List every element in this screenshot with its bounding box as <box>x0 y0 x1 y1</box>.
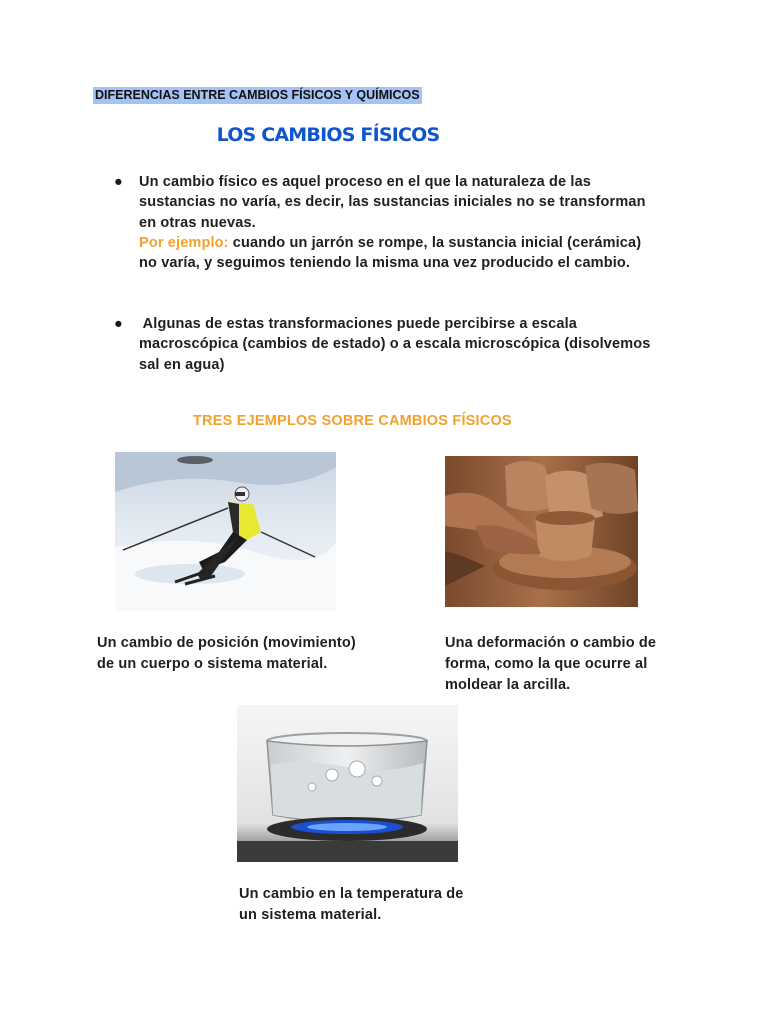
pottery-photo <box>445 456 638 607</box>
examples-title: TRES EJEMPLOS SOBRE CAMBIOS FÍSICOS <box>193 413 512 429</box>
bullet-paragraph-1 <box>139 172 684 273</box>
bullet-2-line-1: Algunas de estas transformaciones puede percibirse a escala <box>139 316 578 332</box>
caption-water-line-2: un sistema material. <box>239 907 382 923</box>
caption-skier-line-1: Un cambio de posición (movimiento) <box>97 635 356 651</box>
bullet-2-line-2: macroscópica (cambios de estado) o a escala microscópica (disolvemos <box>139 336 651 353</box>
bullet-1-line-5: no varía, y seguimos teniendo la misma una vez producido el cambio. <box>139 255 631 272</box>
bullet-1-line-1: Un cambio físico es aquel proceso en el que la naturaleza de las <box>139 174 591 190</box>
bullet-1-line-3: en otras nuevas. <box>139 214 256 231</box>
skier-photo <box>115 452 336 611</box>
caption-pottery <box>445 633 656 696</box>
caption-boiling-water <box>239 884 463 926</box>
caption-pottery-line-2: forma, como la que ocurre al <box>445 656 648 672</box>
section-title: LOS CAMBIOS FÍSICOS <box>216 124 440 146</box>
document-heading: DIFERENCIAS ENTRE CAMBIOS FÍSICOS Y QUÍMICOS <box>95 88 420 102</box>
bullet-1-line-2: sustancias no varía, es decir, las sustancias iniciales no se transforman <box>139 194 646 211</box>
caption-pottery-line-3: moldear la arcilla. <box>445 677 571 693</box>
caption-skier-line-2: de un cuerpo o sistema material. <box>97 656 328 672</box>
bullet-marker-1: ● <box>114 174 123 190</box>
bullet-1-line-4 <box>139 233 684 253</box>
caption-water-line-1: Un cambio en la temperatura de <box>239 886 464 902</box>
caption-pottery-line-1: Una deformación o cambio de <box>445 635 657 651</box>
example-text: cuando un jarrón se rompe, la sustancia inicial (cerámica) <box>228 234 642 251</box>
boiling-water-photo <box>237 705 458 862</box>
caption-skier <box>97 633 356 675</box>
bullet-2-line-3: sal en agua) <box>139 356 225 373</box>
bullet-paragraph-2 <box>139 314 684 375</box>
bullet-marker-2: ● <box>114 316 123 332</box>
example-label: Por ejemplo: <box>139 234 229 251</box>
